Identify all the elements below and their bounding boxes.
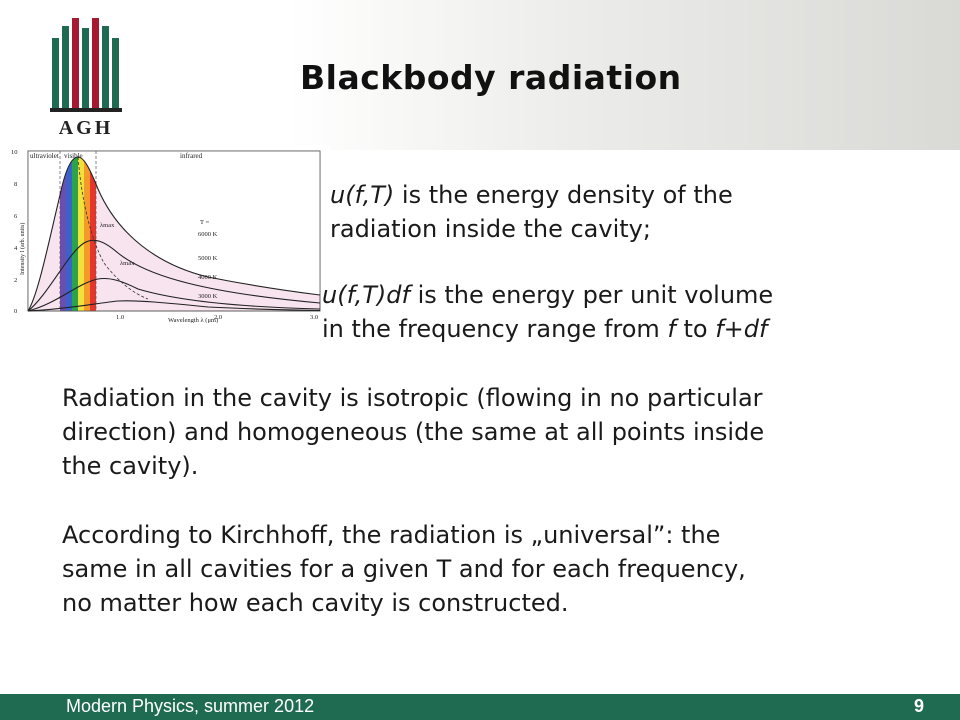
y-tick-10: 10 [11,149,18,156]
kirchhoff-paragraph [62,518,922,620]
definition-line-4 [322,312,942,346]
blackbody-spectrum-figure [8,145,330,323]
definition-line-2: radiation inside the cavity; [330,215,651,243]
energy-density-definition [330,178,930,246]
kirchhoff-line-3: no matter how each cavity is constructed. [62,589,569,617]
y-tick-6: 6 [14,213,18,220]
slide-title: Blackbody radiation [300,58,682,97]
lambda-max-label-2: λmax [120,260,135,267]
agh-logo [48,16,128,140]
page-number: 9 [913,696,924,716]
y-axis-label: Intensity I (arb. units) [20,222,26,275]
logo-text: AGH [58,117,114,139]
energy-per-volume-definition [322,278,942,346]
isotropy-line-3: the cavity). [62,452,199,480]
var-f-plus-df: f+df [715,315,768,343]
footer-course-label: Modern Physics, summer 2012 [66,696,315,716]
y-tick-2: 2 [14,277,18,284]
x-tick-1: 1.0 [116,314,125,321]
var-u-f-t-df: u(f,T)df [322,281,410,309]
var-f: f [667,315,676,343]
y-tick-8: 8 [14,181,18,188]
label-ultraviolet: ultraviolet [30,152,59,160]
isotropy-line-2: direction) and homogeneous (the same at all points inside [62,418,765,446]
definition-line-1-rest: is the energy density of the [394,181,733,209]
definition-line-3-rest: is the energy per unit volume [409,281,774,309]
label-infrared: infrared [180,152,203,160]
logo-pillars [50,18,122,112]
isotropy-line-1: Radiation in the cavity is isotropic (flowing in no particular [62,384,763,412]
kirchhoff-line-2: same in all cavities for a given T and for each frequency, [62,555,746,583]
definition-line-4-pre: in the frequency range from [322,315,668,343]
kirchhoff-line-1: According to Kirchhoff, the radiation is „universal”: the [62,521,721,549]
temp-5000k: 5000 K [198,255,218,262]
lambda-max-label-1: λmax [100,222,115,229]
x-axis-label: Wavelength λ (μm) [168,317,219,323]
definition-line-1 [330,178,930,212]
x-tick-2: 2.0 [214,314,223,321]
temp-3000k: 3000 K [198,293,218,300]
footer-bar [0,694,960,720]
temp-6000k: 6000 K [198,231,218,238]
x-tick-3: 3.0 [310,314,319,321]
definition-line-4-mid: to [675,315,716,343]
definition-line-3 [322,278,942,312]
temp-header: T = [200,219,210,226]
temp-4000k: 4000 K [198,274,218,281]
label-visible: visible [64,152,83,160]
y-tick-4: 4 [14,245,18,252]
isotropy-paragraph [62,381,922,483]
var-u-f-t: u(f,T) [330,181,395,209]
y-tick-0: 0 [14,308,18,315]
